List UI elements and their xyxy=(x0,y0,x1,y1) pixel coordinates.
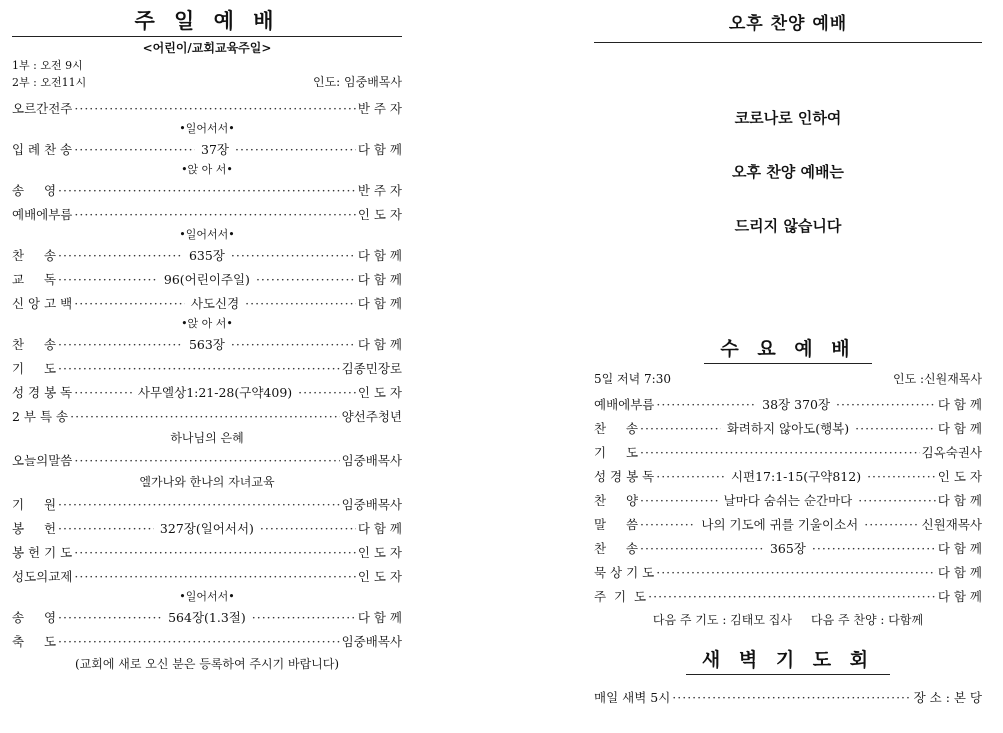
order-item-detail: 시편17:1-15(구약812) xyxy=(730,469,862,484)
leader-dots xyxy=(58,361,340,376)
order-item-name: 교 독 xyxy=(12,272,57,287)
order-item-name: 성 경 봉 독 xyxy=(594,469,655,484)
cancel-message-3: 드리지 않습니다 xyxy=(734,217,842,235)
order-item-detail: 사도신경 xyxy=(190,296,240,311)
order-item-name: 오르간전주 xyxy=(12,101,73,116)
order-item-name: 오늘의말씀 xyxy=(12,453,73,468)
order-item xyxy=(594,416,982,440)
order-item xyxy=(12,448,402,472)
order-item xyxy=(12,492,402,516)
order-item-detail: 화려하지 않아도(행복) xyxy=(726,421,850,436)
dawn-place: 장 소 : 본 당 xyxy=(913,690,982,705)
order-item-name: 2 부 특 송 xyxy=(12,409,69,424)
service-time-1: 1부 : 오전 9시 xyxy=(12,59,83,72)
leader-dots xyxy=(864,517,919,532)
order-item xyxy=(594,464,982,488)
order-item-person: 다 함 께 xyxy=(357,272,402,287)
right-column xyxy=(594,0,982,709)
leader-dots xyxy=(836,397,936,412)
order-item-name: 예배에부름 xyxy=(594,397,655,412)
order-item-person: 다 함 께 xyxy=(357,521,402,536)
order-item xyxy=(12,267,402,291)
order-item-person: 신원재목사 xyxy=(921,517,982,532)
order-item xyxy=(594,536,982,560)
leader-dots xyxy=(231,248,356,263)
order-item-person: 다 함 께 xyxy=(357,142,402,157)
order-item-detail: 38장 370장 xyxy=(762,397,831,412)
leader-dots xyxy=(58,610,162,625)
order-item-detail: 사무엘상1:21-28(구약409) xyxy=(137,385,293,400)
order-item-name: 찬 송 xyxy=(12,337,57,352)
service-time-2: 2부 : 오전11시 xyxy=(12,76,87,89)
leader-dots xyxy=(74,453,339,468)
wednesday-time: 5일 저녁 7:30 xyxy=(594,371,671,386)
order-item-person: 임중배목사 xyxy=(341,634,402,649)
order-item-name: 성 경 봉 독 xyxy=(12,385,73,400)
order-item-name: 예배에부름 xyxy=(12,207,73,222)
leader-dots xyxy=(58,183,356,198)
leader-dots xyxy=(672,690,911,705)
leader-dots xyxy=(640,421,721,436)
dawn-prayer-title: 새 벽 기 도 회 xyxy=(701,649,875,671)
leader-dots xyxy=(867,469,936,484)
wednesday-time-row xyxy=(594,364,982,392)
leader-dots xyxy=(58,521,154,536)
order-item xyxy=(594,488,982,512)
leader-dots xyxy=(656,469,725,484)
posture-cue: •일어서서• xyxy=(179,228,235,241)
service-leader: 인도: 임중배목사 xyxy=(312,75,402,89)
leader-dots xyxy=(235,142,356,157)
order-item xyxy=(12,540,402,564)
order-item-person: 인 도 자 xyxy=(937,469,982,484)
leader-dots xyxy=(858,493,936,508)
order-item-name: 기 도 xyxy=(12,361,57,376)
order-item xyxy=(594,560,982,584)
leader-dots xyxy=(58,272,158,287)
order-item-detail: 96(어린이주일) xyxy=(163,272,250,287)
order-item xyxy=(12,243,402,267)
order-item xyxy=(12,605,402,629)
order-item-person: 다 함 께 xyxy=(357,337,402,352)
order-item-name: 봉 헌 xyxy=(12,521,57,536)
leader-dots xyxy=(58,497,340,512)
leader-dots xyxy=(245,296,356,311)
leader-dots xyxy=(656,565,936,580)
order-item xyxy=(594,512,982,536)
order-item-name: 송 영 xyxy=(12,610,57,625)
sermon-title: 엘가나와 한나의 자녀교육 xyxy=(139,475,275,489)
order-item-detail: 365장 xyxy=(769,541,806,556)
order-item-person: 임중배목사 xyxy=(341,453,402,468)
leader-dots xyxy=(260,521,356,536)
sunday-service-column xyxy=(12,0,402,675)
service-subtitle: <어린이/교회교육주일> xyxy=(142,41,272,55)
order-item-detail: 날마다 숨쉬는 순간마다 xyxy=(723,493,853,508)
leader-dots xyxy=(74,142,195,157)
order-item-name: 기 원 xyxy=(12,497,57,512)
visitor-note: (교회에 새로 오신 분은 등록하여 주시기 바랍니다) xyxy=(74,657,340,671)
order-item-detail: 37장 xyxy=(201,142,230,157)
order-item-person: 김옥숙권사 xyxy=(921,445,982,460)
leader-dots xyxy=(231,337,356,352)
time-leader-row xyxy=(12,73,402,90)
wednesday-order-list xyxy=(594,392,982,608)
dawn-prayer-row xyxy=(594,685,982,709)
order-item-detail: 564장(1.3절) xyxy=(168,610,246,625)
leader-dots xyxy=(58,248,183,263)
order-item-person: 다 함 께 xyxy=(937,589,982,604)
order-item-detail: 563장 xyxy=(188,337,225,352)
sermon-title: 하나님의 은혜 xyxy=(170,431,244,445)
order-item-name: 송 영 xyxy=(12,183,57,198)
order-item-name: 주 기 도 xyxy=(594,589,647,604)
order-item xyxy=(594,440,982,464)
order-item-name: 찬 송 xyxy=(594,421,639,436)
dawn-title-wrap xyxy=(594,646,982,675)
order-item-detail: 327장(일어서서) xyxy=(159,521,254,536)
leader-dots xyxy=(640,541,764,556)
order-item xyxy=(12,564,402,588)
order-item-person: 다 함 께 xyxy=(357,248,402,263)
leader-dots xyxy=(74,545,356,560)
afternoon-service-title: 오후 찬양 예배 xyxy=(728,14,848,34)
wednesday-service-title: 수 요 예 배 xyxy=(720,338,856,360)
order-item-person: 반 주 자 xyxy=(357,183,402,198)
dawn-time: 매일 새벽 5시 xyxy=(594,690,671,705)
order-item-person: 다 함 께 xyxy=(937,565,982,580)
order-item-detail: 635장 xyxy=(188,248,225,263)
wednesday-title-wrap xyxy=(594,335,982,364)
next-week-info: 다음 주 기도 : 김태모 집사 다음 주 찬양 : 다함께 xyxy=(652,613,924,627)
order-item-person: 다 함 께 xyxy=(357,610,402,625)
order-item-person: 김종민장로 xyxy=(341,361,402,376)
sunday-order-list xyxy=(12,96,402,653)
wednesday-leader: 인도 :신원재목사 xyxy=(892,371,982,386)
order-item-person: 다 함 께 xyxy=(937,421,982,436)
leader-dots xyxy=(58,337,183,352)
order-item xyxy=(12,516,402,540)
order-item-name: 입 례 찬 송 xyxy=(12,142,73,157)
order-item-person: 인 도 자 xyxy=(357,385,402,400)
order-item-person: 인 도 자 xyxy=(357,207,402,222)
order-item xyxy=(12,178,402,202)
order-item-name: 묵 상 기 도 xyxy=(594,565,655,580)
order-item-name: 찬 송 xyxy=(12,248,57,263)
leader-dots xyxy=(74,101,355,116)
order-item-person: 다 함 께 xyxy=(937,397,982,412)
order-item-name: 성도의교제 xyxy=(12,569,73,584)
posture-cue: •일어서서• xyxy=(179,122,235,135)
order-item-person: 다 함 께 xyxy=(357,296,402,311)
order-item-person: 인 도 자 xyxy=(357,545,402,560)
leader-dots xyxy=(252,610,356,625)
order-item-name: 축 도 xyxy=(12,634,57,649)
leader-dots xyxy=(58,634,340,649)
order-item-person: 인 도 자 xyxy=(357,569,402,584)
leader-dots xyxy=(256,272,356,287)
order-item xyxy=(12,404,402,428)
order-item xyxy=(594,584,982,608)
order-item xyxy=(12,202,402,226)
leader-dots xyxy=(74,296,185,311)
leader-dots xyxy=(648,589,936,604)
order-item xyxy=(594,392,982,416)
leader-dots xyxy=(855,421,936,436)
order-item xyxy=(12,629,402,653)
order-item-person: 임중배목사 xyxy=(341,497,402,512)
leader-dots xyxy=(70,409,340,424)
cancel-message-2: 오후 찬양 예배는 xyxy=(732,163,844,181)
leader-dots xyxy=(298,385,356,400)
order-item-name: 말 씀 xyxy=(594,517,639,532)
leader-dots xyxy=(74,569,355,584)
order-item-person: 반 주 자 xyxy=(357,101,402,116)
leader-dots xyxy=(640,493,718,508)
sunday-service-title: 주 일 예 배 xyxy=(134,8,280,33)
leader-dots xyxy=(812,541,936,556)
order-item xyxy=(12,380,402,404)
order-item-name: 봉 헌 기 도 xyxy=(12,545,73,560)
leader-dots xyxy=(640,517,695,532)
order-item xyxy=(12,137,402,161)
order-item xyxy=(12,332,402,356)
cancel-message-1: 코로나로 인하여 xyxy=(734,109,842,127)
order-item-person: 다 함 께 xyxy=(937,541,982,556)
posture-cue: •앉 아 서• xyxy=(181,163,233,176)
leader-dots xyxy=(656,397,756,412)
order-item-name: 찬 양 xyxy=(594,493,639,508)
posture-cue: •앉 아 서• xyxy=(181,317,233,330)
leader-dots xyxy=(74,207,355,222)
posture-cue: •일어서서• xyxy=(179,590,235,603)
order-item xyxy=(12,291,402,315)
leader-dots xyxy=(640,445,920,460)
order-item-person: 다 함 께 xyxy=(937,493,982,508)
leader-dots xyxy=(74,385,132,400)
order-item-name: 신 앙 고 백 xyxy=(12,296,73,311)
order-item-detail: 나의 기도에 귀를 기울이소서 xyxy=(701,517,859,532)
order-item xyxy=(12,356,402,380)
order-item-name: 찬 송 xyxy=(594,541,639,556)
order-item xyxy=(12,96,402,120)
order-item-person: 양선주청년 xyxy=(341,409,402,424)
order-item-name: 기 도 xyxy=(594,445,639,460)
